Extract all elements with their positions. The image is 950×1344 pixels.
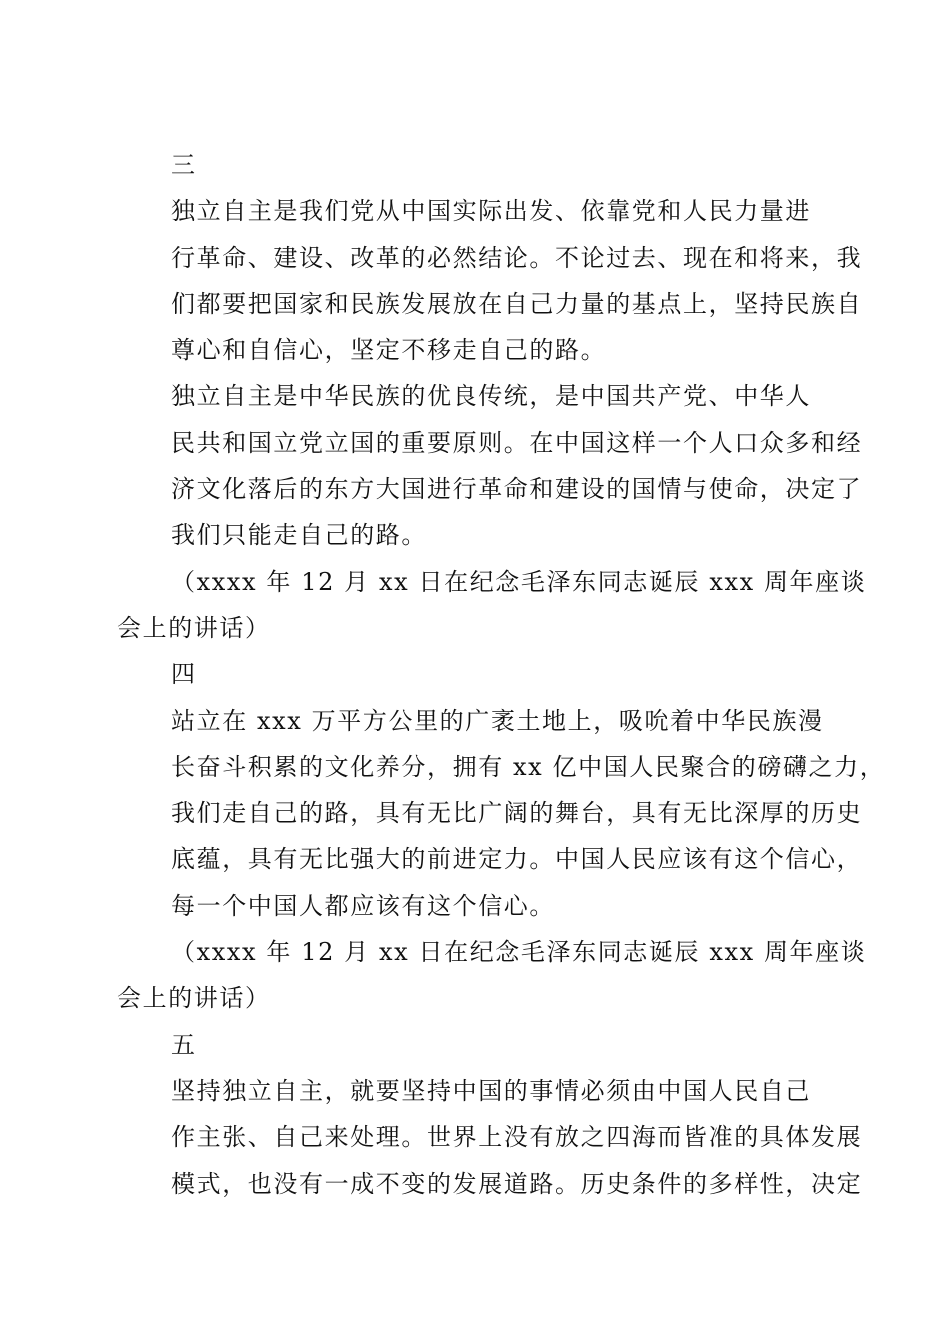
text-line: 长奋斗积累的文化养分，拥有 xx 亿中国人民聚合的磅礴之力， bbox=[171, 752, 886, 781]
text-line: 每一个中国人都应该有这个信心。 bbox=[171, 891, 555, 920]
text-line: 底蕴，具有无比强大的前进定力。中国人民应该有这个信心， bbox=[171, 845, 863, 874]
citation-line: 会上的讲话） bbox=[117, 984, 271, 1013]
text-line: 民共和国立党立国的重要原则。在中国这样一个人口众多和经 bbox=[171, 428, 863, 457]
text-line: 我们只能走自己的路。 bbox=[171, 521, 427, 550]
text-line: 尊心和自信心，坚定不移走自己的路。 bbox=[171, 336, 607, 365]
text-line: 我们走自己的路，具有无比广阔的舞台，具有无比深厚的历史 bbox=[171, 799, 863, 828]
text-line: 模式，也没有一成不变的发展道路。历史条件的多样性，决定 bbox=[171, 1169, 863, 1198]
paragraph bbox=[117, 373, 863, 558]
paragraph bbox=[117, 1068, 863, 1207]
text-line: 站立在 xxx 万平方公里的广袤土地上，吸吮着中华民族漫 bbox=[171, 706, 824, 735]
text-line: 们都要把国家和民族发展放在自己力量的基点上，坚持民族自 bbox=[171, 289, 863, 318]
section-heading-3: 三 bbox=[171, 151, 197, 179]
section-heading-5: 五 bbox=[171, 1030, 197, 1059]
text-line: 独立自主是中华民族的优良传统，是中国共产党、中华人 bbox=[171, 382, 811, 411]
section-heading-4: 四 bbox=[171, 660, 197, 689]
text-line: 作主张、自己来处理。世界上没有放之四海而皆准的具体发展 bbox=[171, 1123, 863, 1152]
document-body bbox=[117, 142, 886, 1207]
text-line: 坚持独立自主，就要坚持中国的事情必须由中国人民自己 bbox=[171, 1076, 811, 1105]
citation-line: （xxxx 年 12 月 xx 日在纪念毛泽东同志诞辰 xxx 周年座谈 bbox=[171, 567, 867, 596]
text-line: 济文化落后的东方大国进行革命和建设的国情与使命，决定了 bbox=[171, 475, 863, 504]
paragraph bbox=[117, 188, 863, 373]
citation-line: 会上的讲话） bbox=[117, 613, 271, 642]
text-line: 独立自主是我们党从中国实际出发、依靠党和人民力量进 bbox=[171, 197, 811, 226]
paragraph bbox=[117, 698, 886, 929]
citation-line: （xxxx 年 12 月 xx 日在纪念毛泽东同志诞辰 xxx 周年座谈 bbox=[171, 938, 867, 967]
text-line: 行革命、建设、改革的必然结论。不论过去、现在和将来，我 bbox=[171, 243, 863, 272]
